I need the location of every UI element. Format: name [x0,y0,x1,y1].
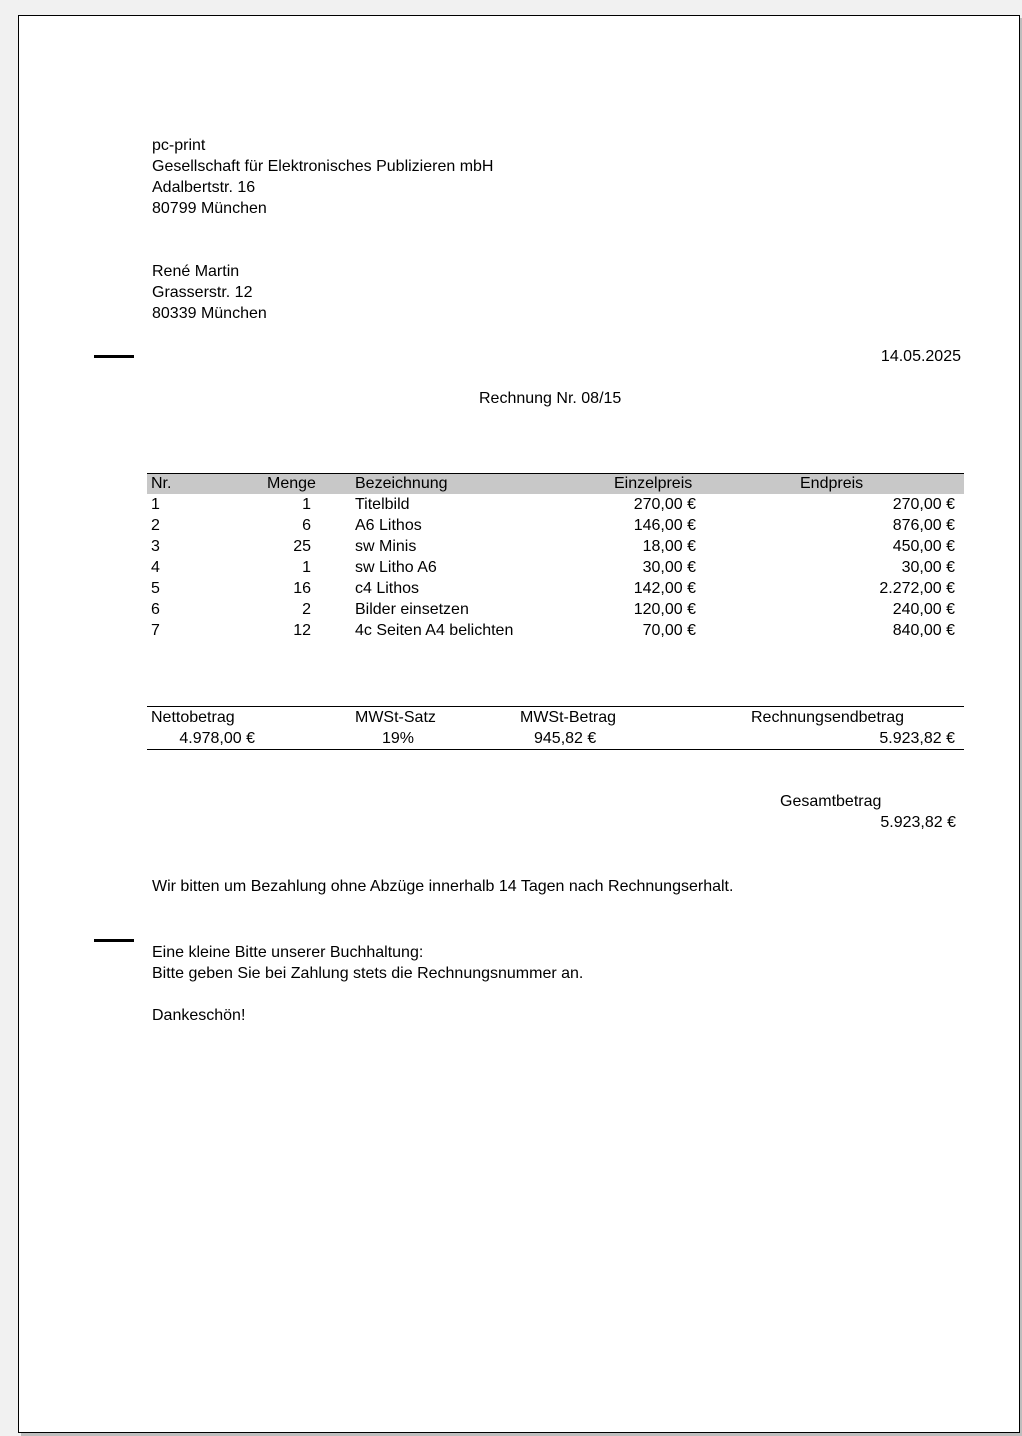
header-bezeichnung: Bezeichnung [355,475,448,492]
recipient-street: Grasserstr. 12 [152,284,253,301]
cell-einzelpreis: 270,00 € [633,496,696,513]
recipient-name: René Martin [152,263,240,280]
mwst-satz-value: 19% [382,730,415,747]
cell-endpreis: 840,00 € [892,622,955,639]
sender-company: Gesellschaft für Elektronisches Publizieren mbH [152,158,494,175]
header-nr: Nr. [151,475,172,492]
cell-einzelpreis: 120,00 € [633,601,696,618]
invoice-title: Rechnung Nr. 08/15 [479,390,622,407]
cell-bezeichnung: sw Minis [355,538,417,555]
totals-block [147,706,964,750]
header-menge: Menge [267,475,316,492]
cell-einzelpreis: 146,00 € [633,517,696,534]
table-row [147,557,964,578]
cell-menge: 12 [293,622,311,639]
cell-endpreis: 2.272,00 € [879,580,955,597]
gesamt-value: 5.923,82 € [880,814,956,831]
cell-einzelpreis: 142,00 € [633,580,696,597]
cell-menge: 25 [293,538,311,555]
netto-label: Nettobetrag [151,709,235,726]
closing-spacer [152,984,583,1005]
mwst-betrag-label: MWSt-Betrag [520,709,617,726]
cell-endpreis: 270,00 € [892,496,955,513]
closing-line-2: Bitte geben Sie bei Zahlung stets die Rechnungsnummer an. [152,965,584,982]
closing-thanks: Dankeschön! [152,1007,246,1024]
endbetrag-value: 5.923,82 € [879,730,955,747]
closing-line-1: Eine kleine Bitte unserer Buchhaltung: [152,944,424,961]
table-header [147,473,964,494]
fold-mark-bottom [94,939,134,942]
netto-value: 4.978,00 € [179,730,255,747]
recipient-city: 80339 München [152,305,267,322]
cell-bezeichnung: Bilder einsetzen [355,601,469,618]
sender-street: Adalbertstr. 16 [152,179,256,196]
cell-bezeichnung: c4 Lithos [355,580,420,597]
sender-name: pc-print [152,137,206,154]
cell-menge: 16 [293,580,311,597]
table-row [147,578,964,599]
cell-endpreis: 240,00 € [892,601,955,618]
header-einzelpreis: Einzelpreis [614,475,693,492]
totals-header-row [147,707,964,728]
recipient-address [152,261,267,324]
table-row [147,515,964,536]
cell-nr: 1 [151,496,160,513]
cell-menge: 1 [302,559,311,576]
table-row [147,536,964,557]
cell-endpreis: 30,00 € [901,559,955,576]
cell-menge: 2 [302,601,311,618]
cell-einzelpreis: 30,00 € [642,559,696,576]
cell-nr: 2 [151,517,160,534]
cell-bezeichnung: Titelbild [355,496,410,513]
mwst-satz-label: MWSt-Satz [355,709,436,726]
cell-nr: 7 [151,622,160,639]
cell-menge: 6 [302,517,311,534]
items-table [147,473,964,641]
gesamt-label: Gesamtbetrag [780,793,882,810]
table-row [147,494,964,515]
closing-block [152,942,583,1026]
cell-nr: 5 [151,580,160,597]
mwst-betrag-value: 945,82 € [534,730,597,747]
cell-bezeichnung: sw Litho A6 [355,559,437,576]
cell-bezeichnung: A6 Lithos [355,517,422,534]
sender-address [152,135,493,219]
sender-city: 80799 München [152,200,267,217]
cell-endpreis: 876,00 € [892,517,955,534]
fold-mark-top [94,355,134,358]
totals-value-row [147,728,964,749]
endbetrag-label: Rechnungsendbetrag [751,709,905,726]
cell-nr: 4 [151,559,160,576]
cell-nr: 3 [151,538,160,555]
header-endpreis: Endpreis [800,475,864,492]
cell-nr: 6 [151,601,160,618]
invoice-date: 14.05.2025 [880,348,961,365]
cell-einzelpreis: 18,00 € [642,538,696,555]
invoice-page [18,15,1020,1433]
cell-menge: 1 [302,496,311,513]
table-row [147,620,964,641]
table-row [147,599,964,620]
payment-note: Wir bitten um Bezahlung ohne Abzüge innerhalb 14 Tagen nach Rechnungserhalt. [152,878,734,895]
cell-einzelpreis: 70,00 € [642,622,696,639]
cell-endpreis: 450,00 € [892,538,955,555]
cell-bezeichnung: 4c Seiten A4 belichten [355,622,514,639]
